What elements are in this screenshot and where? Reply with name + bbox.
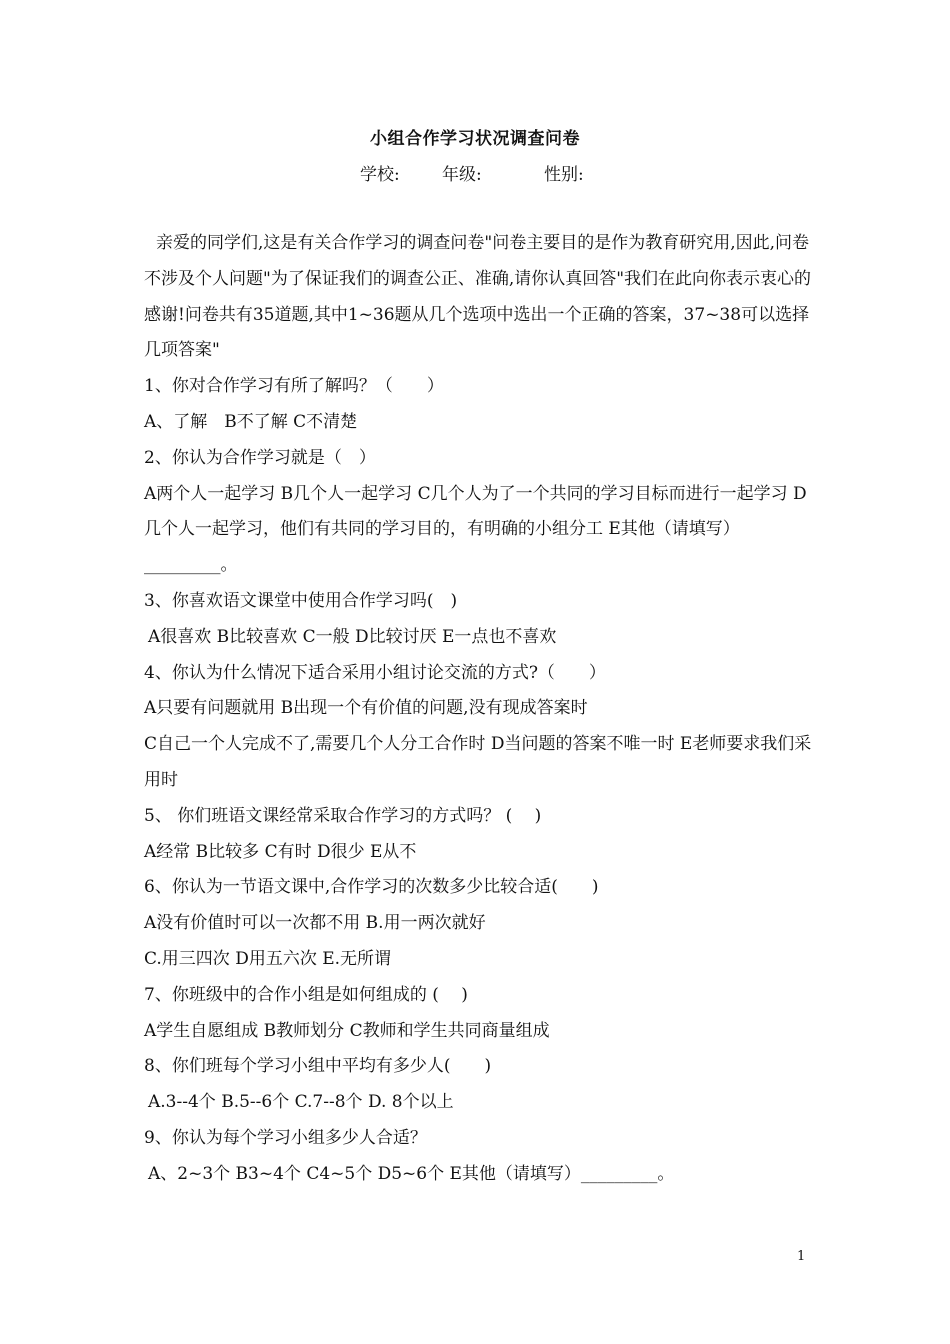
question-2: 2、你认为合作学习就是（ ） — [144, 447, 376, 468]
question-4: 4、你认为什么情况下适合采用小组讨论交流的方式?（ ） — [144, 662, 606, 683]
question-8: 8、你们班每个学习小组中平均有多少人( ) — [144, 1056, 492, 1077]
question-1-options: A、了解 B不了解 C不清楚 — [144, 411, 358, 432]
question-7-options: A学生自愿组成 B教师划分 C教师和学生共同商量组成 — [144, 1020, 550, 1041]
question-5: 5、 你们班语文课经常采取合作学习的方式吗？ ( ) — [144, 805, 542, 826]
question-3-options: A很喜欢 B比较喜欢 C一般 D比较讨厌 E一点也不喜欢 — [148, 626, 557, 647]
question-9-options: A、2~3个 B3~4个 C4~5个 D5~6个 E其他（请填写）_________。 — [148, 1163, 675, 1184]
respondent-info-line — [360, 160, 584, 185]
questionnaire-body — [144, 226, 812, 1193]
page-number: 1 — [797, 1249, 806, 1264]
question-5-options: A经常 B比较多 C有时 D很少 E从不 — [144, 841, 417, 862]
school-field-label: 学校: — [360, 165, 400, 185]
question-2-options: A两个人一起学习 B几个人一起学习 C几个人为了一个共同的学习目标而进行一起学习 D几个人一起学习，他们有共同的学习目的，有明确的小组分工 E其他（请填写）_________。 — [144, 483, 807, 576]
question-3: 3、你喜欢语文课堂中使用合作学习吗( ) — [144, 590, 458, 611]
document-title: 小组合作学习状况调查问卷 — [370, 129, 580, 149]
question-6-options-b: C.用三四次 D用五六次 E.无所谓 — [144, 948, 392, 969]
question-9: 9、你认为每个学习小组多少人合适？ — [144, 1127, 427, 1148]
question-4-options-b: C自己一个人完成不了,需要几个人分工合作时 D当问题的答案不唯一时 E老师要求我们采用时 — [144, 734, 812, 790]
question-4-options-a: A只要有问题就用 B出现一个有价值的问题,没有现成答案时 — [144, 698, 588, 719]
question-8-options: A.3--4个 B.5--6个 C.7--8个 D. 8个以上 — [148, 1092, 454, 1113]
question-6: 6、你认为一节语文课中,合作学习的次数多少比较合适( ) — [144, 877, 599, 898]
gender-field-label: 性别: — [544, 165, 584, 185]
question-6-options-a: A没有价值时可以一次都不用 B.用一两次就好 — [144, 913, 486, 934]
grade-field-label: 年级: — [442, 165, 482, 185]
question-1: 1、你对合作学习有所了解吗？（ ） — [144, 376, 444, 397]
question-7: 7、你班级中的合作小组是如何组成的 ( ) — [144, 984, 468, 1005]
intro-paragraph: 亲爱的同学们,这是有关合作学习的调查问卷"问卷主要目的是作为教育研究用,因此,问卷不涉及个人问题"为了保证我们的调查公正、准确,请你认真回答"我们在此向你表示衷心的感谢!问卷共有35道题,其中1~36题从几个选项中选出一个正确的答案，37~38可以选择几项答案" — [144, 233, 812, 361]
